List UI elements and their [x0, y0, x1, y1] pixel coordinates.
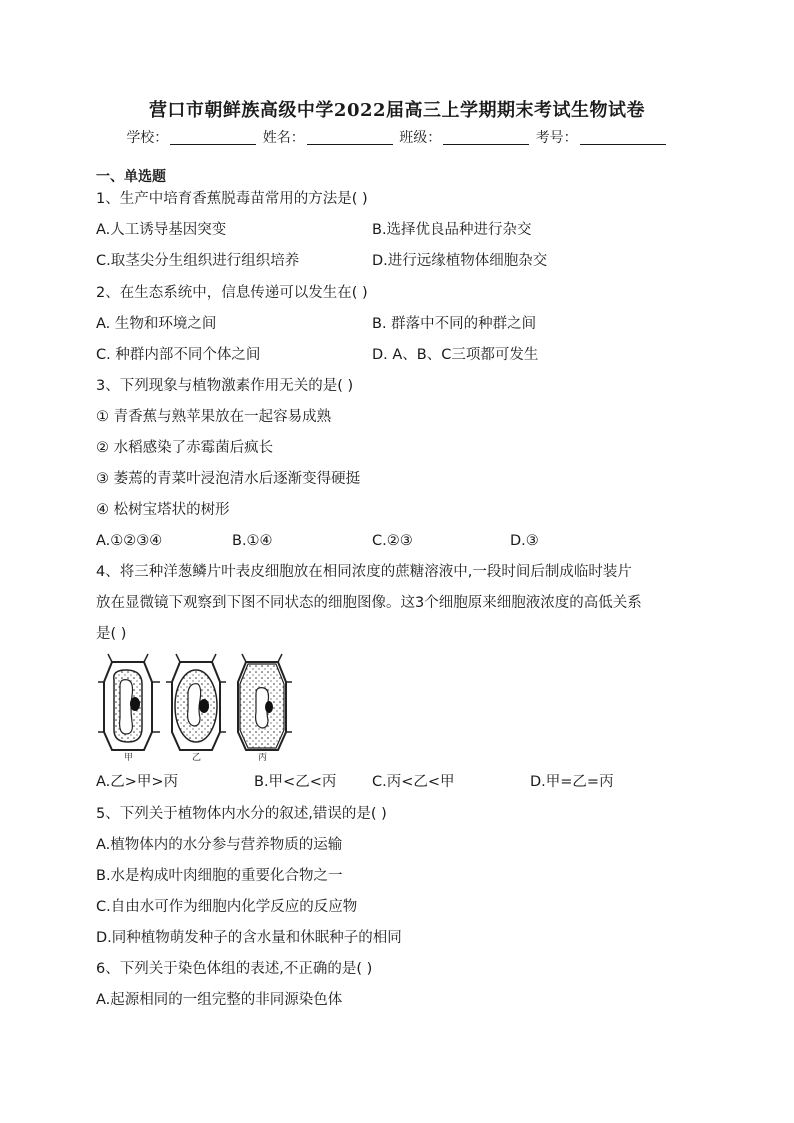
- question-4-stem-line-1: 4、将三种洋葱鳞片叶表皮细胞放在相同浓度的蔗糖溶液中,一段时间后制成临时装片: [96, 564, 632, 580]
- q3-option-d: D.③: [510, 533, 539, 549]
- q3-item-1: ① 青香蕉与熟苹果放在一起容易成熟: [96, 409, 332, 425]
- question-3-stem: 3、下列现象与植物激素作用无关的是( ): [96, 378, 354, 394]
- q5-option-d: D.同种植物萌发种子的含水量和休眠种子的相同: [96, 930, 402, 946]
- q1-option-a: A.人工诱导基因突变: [96, 222, 227, 238]
- question-4-stem-line-2: 放在显微镜下观察到下图不同状态的细胞图像。这3个细胞原来细胞液浓度的高低关系: [96, 595, 642, 611]
- name-label: 姓名：: [262, 130, 305, 146]
- exam-title: 营口市朝鲜族高级中学2022届高三上学期期末考试生物试卷: [148, 100, 646, 121]
- q2-option-d: D. A、B、C三项都可发生: [372, 347, 539, 363]
- q4-option-b: B.甲<乙<丙: [254, 774, 337, 790]
- exam-number-blank[interactable]: [580, 130, 666, 145]
- student-info-row: [0, 127, 794, 147]
- q6-option-a: A.起源相同的一组完整的非同源染色体: [96, 992, 343, 1008]
- section-heading: 一、单选题: [96, 169, 166, 185]
- q5-option-c: C.自由水可作为细胞内化学反应的反应物: [96, 899, 358, 915]
- q3-item-3: ③ 萎蔫的青菜叶浸泡清水后逐渐变得硬挺: [96, 471, 361, 487]
- school-blank[interactable]: [170, 130, 256, 145]
- question-1-stem: 1、生产中培育香蕉脱毒苗常用的方法是( ): [96, 191, 368, 207]
- q3-item-4: ④ 松树宝塔状的树形: [96, 502, 230, 518]
- q5-option-a: A.植物体内的水分参与营养物质的运输: [96, 837, 343, 853]
- class-blank[interactable]: [443, 130, 529, 145]
- exam-number-label: 考号：: [535, 130, 578, 146]
- q4-option-c: C.丙<乙<甲: [372, 774, 455, 790]
- q3-item-2: ② 水稻感染了赤霉菌后疯长: [96, 440, 274, 456]
- figure-label-bing: 丙: [258, 753, 268, 763]
- question-4-stem-line-3: 是( ): [96, 626, 127, 642]
- q3-option-c: C.②③: [372, 533, 413, 549]
- name-blank[interactable]: [307, 130, 393, 145]
- q4-option-d: D.甲=乙=丙: [530, 774, 614, 790]
- question-2-stem: 2、在生态系统中，信息传递可以发生在( ): [96, 285, 368, 301]
- school-label: 学校：: [126, 130, 169, 146]
- q4-option-a: A.乙>甲>丙: [96, 774, 179, 790]
- q1-option-b: B.选择优良品种进行杂交: [372, 222, 532, 238]
- cell-bing: [238, 654, 292, 750]
- figure-label-jia: 甲: [124, 753, 134, 763]
- q2-option-b: B. 群落中不同的种群之间: [372, 316, 537, 332]
- q1-option-d: D.进行远缘植物体细胞杂交: [372, 253, 548, 269]
- q2-option-c: C. 种群内部不同个体之间: [96, 347, 261, 363]
- class-label: 班级：: [399, 130, 442, 146]
- q3-option-b: B.①④: [232, 533, 273, 549]
- q1-option-c: C.取茎尖分生组织进行组织培养: [96, 253, 300, 269]
- cell-yi: [166, 654, 226, 750]
- question-6-stem: 6、下列关于染色体组的表述,不正确的是( ): [96, 961, 373, 977]
- cell-plasmolysis-figure: [96, 652, 296, 764]
- q5-option-b: B.水是构成叶肉细胞的重要化合物之一: [96, 868, 343, 884]
- q3-option-a: A.①②③④: [96, 533, 163, 549]
- cell-jia: [98, 654, 160, 750]
- cell-diagram-svg: [96, 652, 296, 764]
- q2-option-a: A. 生物和环境之间: [96, 316, 217, 332]
- question-5-stem: 5、下列关于植物体内水分的叙述,错误的是( ): [96, 806, 387, 822]
- figure-label-yi: 乙: [192, 753, 202, 763]
